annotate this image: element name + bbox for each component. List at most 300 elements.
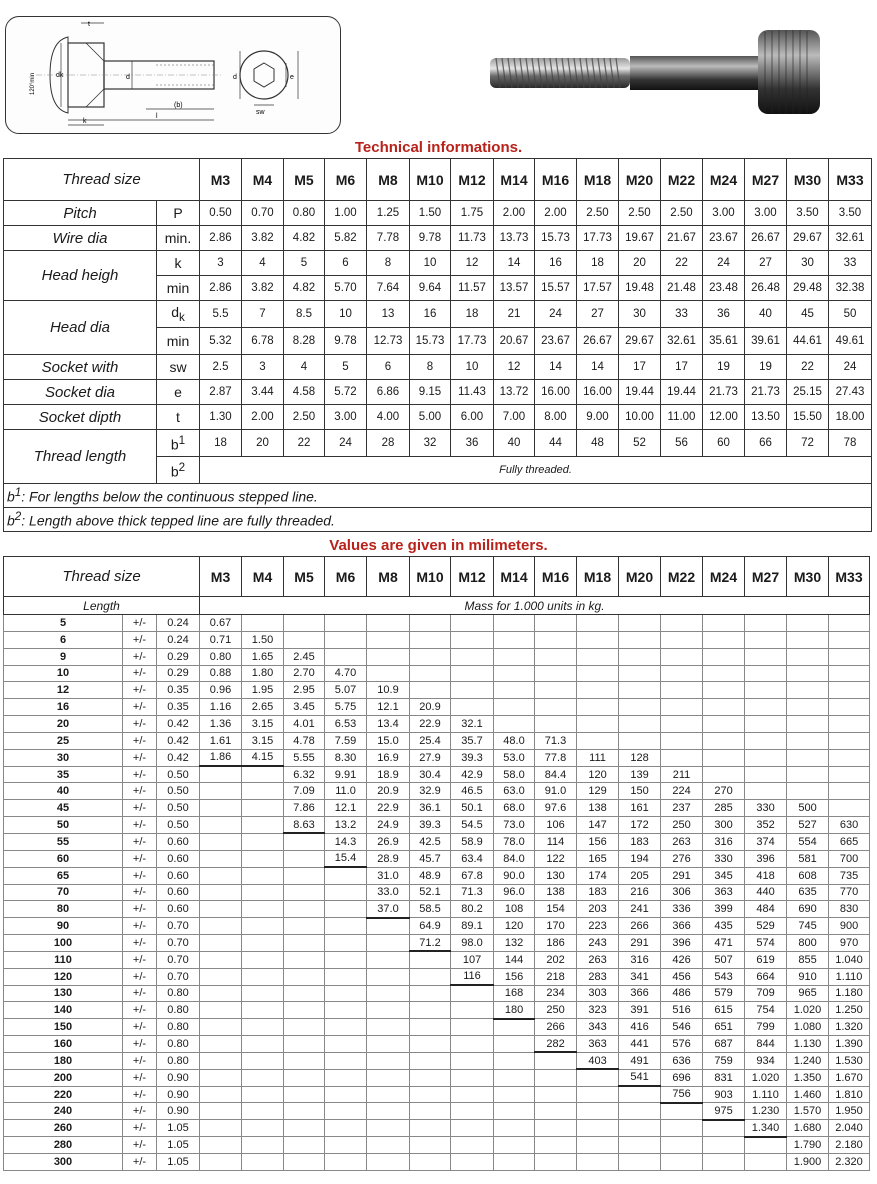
mass-value-cell: 39.3	[451, 749, 494, 766]
mass-value-cell	[284, 850, 325, 867]
mass-value-cell	[619, 732, 661, 749]
tech-value-cell: 5	[284, 251, 325, 276]
tech-value-cell: 23.48	[703, 276, 745, 301]
mass-value-cell: 1.460	[787, 1086, 829, 1103]
tech-value-cell: 9.78	[325, 328, 367, 355]
mass-value-cell: 687	[703, 1036, 745, 1053]
mass-value-cell: 306	[661, 884, 703, 901]
tolerance-cell: 0.80	[157, 1019, 200, 1036]
tech-value-cell: 16.00	[535, 380, 577, 405]
mass-value-cell: 690	[787, 901, 829, 918]
tech-value-cell: 33	[661, 301, 703, 328]
mass-value-cell: 165	[577, 850, 619, 867]
mass-value-cell: 9.91	[325, 766, 367, 783]
length-cell: 90	[4, 918, 123, 935]
mass-row	[4, 631, 870, 648]
tech-value-cell: 22	[787, 355, 829, 380]
mass-value-cell	[787, 732, 829, 749]
mass-value-cell	[284, 1069, 325, 1086]
technical-info-title: Technical informations.	[354, 139, 523, 156]
mass-value-cell	[661, 1137, 703, 1154]
mass-value-cell	[367, 631, 410, 648]
plus-minus-cell: +/-	[123, 783, 157, 800]
mass-value-cell: 830	[829, 901, 870, 918]
tech-row-label: Head heigh	[4, 251, 157, 301]
tech-value-cell: 18.00	[829, 405, 872, 430]
mass-value-cell: 45.7	[410, 850, 451, 867]
mass-value-cell: 507	[703, 951, 745, 968]
mass-value-cell	[787, 766, 829, 783]
mass-value-cell: 58.5	[410, 901, 451, 918]
plus-minus-cell: +/-	[123, 1036, 157, 1053]
mass-value-cell	[410, 1002, 451, 1019]
mass-value-cell: 330	[745, 800, 787, 817]
size-header: M10	[410, 159, 451, 201]
mass-value-cell: 78.0	[494, 833, 535, 850]
mass-row	[4, 1069, 870, 1086]
mass-value-cell	[661, 1103, 703, 1120]
plus-minus-cell: +/-	[123, 699, 157, 716]
tech-row	[4, 430, 872, 457]
mass-value-cell	[535, 716, 577, 733]
mass-value-cell	[494, 1103, 535, 1120]
mass-value-cell	[367, 1086, 410, 1103]
mass-value-cell	[200, 1052, 242, 1069]
mass-value-cell: 345	[703, 867, 745, 884]
mass-value-cell: 11.0	[325, 783, 367, 800]
mass-value-cell	[325, 1137, 367, 1154]
mass-size-header: M33	[829, 557, 870, 597]
mass-value-cell: 0.88	[200, 665, 242, 682]
mass-value-cell: 129	[577, 783, 619, 800]
mass-value-cell: 709	[745, 985, 787, 1002]
mass-value-cell: 1.790	[787, 1137, 829, 1154]
mass-value-cell	[829, 699, 870, 716]
mass-value-cell: 27.9	[410, 749, 451, 766]
mass-value-cell: 759	[703, 1052, 745, 1069]
length-cell: 80	[4, 901, 123, 918]
mass-value-cell	[745, 699, 787, 716]
mass-value-cell: 24.9	[367, 817, 410, 834]
plus-minus-cell: +/-	[123, 1019, 157, 1036]
tech-row-symbol: e	[157, 380, 200, 405]
mass-value-cell	[410, 1052, 451, 1069]
tech-row-symbol: min	[157, 328, 200, 355]
tolerance-cell: 0.50	[157, 783, 200, 800]
mass-value-cell	[703, 615, 745, 632]
mass-value-cell	[577, 1154, 619, 1171]
tolerance-cell: 0.70	[157, 918, 200, 935]
mass-value-cell	[451, 1036, 494, 1053]
size-header: M6	[325, 159, 367, 201]
tolerance-cell: 0.70	[157, 968, 200, 985]
mass-value-cell	[242, 1002, 284, 1019]
tolerance-cell: 0.42	[157, 749, 200, 766]
mass-value-cell: 144	[494, 951, 535, 968]
mass-value-cell	[703, 749, 745, 766]
mass-value-cell: 1.50	[242, 631, 284, 648]
mass-value-cell	[703, 699, 745, 716]
mass-value-cell: 30.4	[410, 766, 451, 783]
mass-value-cell: 426	[661, 951, 703, 968]
mass-value-cell: 211	[661, 766, 703, 783]
mass-value-cell	[242, 766, 284, 783]
plus-minus-cell: +/-	[123, 1086, 157, 1103]
mass-value-cell: 89.1	[451, 918, 494, 935]
mass-value-cell: 80.2	[451, 901, 494, 918]
mass-value-cell: 341	[619, 968, 661, 985]
mass-value-cell	[410, 1154, 451, 1171]
length-cell: 160	[4, 1036, 123, 1053]
mass-value-cell	[577, 699, 619, 716]
mass-value-cell: 1.020	[745, 1069, 787, 1086]
mass-value-cell: 615	[703, 1002, 745, 1019]
mass-value-cell	[494, 1052, 535, 1069]
mass-value-cell	[829, 716, 870, 733]
tech-value-cell: 9.78	[410, 226, 451, 251]
mass-value-cell	[200, 1154, 242, 1171]
length-cell: 240	[4, 1103, 123, 1120]
length-cell: 30	[4, 749, 123, 766]
mass-value-cell: 403	[577, 1052, 619, 1069]
mass-value-cell	[410, 615, 451, 632]
mass-value-cell: 910	[787, 968, 829, 985]
mass-size-header: M30	[787, 557, 829, 597]
length-cell: 260	[4, 1120, 123, 1137]
tech-value-cell: 10	[451, 355, 494, 380]
mass-value-cell: 3.15	[242, 732, 284, 749]
mass-value-cell: 84.4	[535, 766, 577, 783]
mass-value-cell: 263	[661, 833, 703, 850]
mass-size-header: M18	[577, 557, 619, 597]
mass-value-cell: 132	[494, 935, 535, 952]
mass-row	[4, 1052, 870, 1069]
tech-value-cell: 24	[829, 355, 872, 380]
mass-value-cell	[200, 817, 242, 834]
length-cell: 60	[4, 850, 123, 867]
mass-value-cell	[200, 985, 242, 1002]
mass-value-cell: 574	[745, 935, 787, 952]
mass-value-cell	[787, 648, 829, 665]
mass-value-cell: 2.65	[242, 699, 284, 716]
mass-value-cell: 120	[577, 766, 619, 783]
mass-value-cell: 114	[535, 833, 577, 850]
tech-value-cell: 24	[703, 251, 745, 276]
mass-row	[4, 1002, 870, 1019]
mass-value-cell	[745, 1137, 787, 1154]
mass-row	[4, 935, 870, 952]
label-t: t	[88, 21, 90, 28]
mass-value-cell: 138	[535, 884, 577, 901]
length-cell: 10	[4, 665, 123, 682]
tech-row	[4, 405, 872, 430]
mass-value-cell	[284, 1002, 325, 1019]
mass-value-cell: 665	[829, 833, 870, 850]
tech-value-cell: 78	[829, 430, 872, 457]
mass-value-cell	[577, 1069, 619, 1086]
mass-value-cell: 33.0	[367, 884, 410, 901]
mass-value-cell: 282	[535, 1036, 577, 1053]
mass-value-cell	[494, 1069, 535, 1086]
mass-value-cell	[451, 1120, 494, 1137]
mass-value-cell: 316	[703, 833, 745, 850]
footnote-symbol: b	[7, 512, 15, 529]
mass-value-cell: 7.59	[325, 732, 367, 749]
tech-value-cell: 0.80	[284, 201, 325, 226]
mass-value-cell: 1.900	[787, 1154, 829, 1171]
mass-value-cell	[494, 648, 535, 665]
tech-value-cell: 8.00	[535, 405, 577, 430]
mass-value-cell: 529	[745, 918, 787, 935]
plus-minus-cell: +/-	[123, 1103, 157, 1120]
mass-value-cell	[200, 1036, 242, 1053]
tech-value-cell: 13.72	[494, 380, 535, 405]
mass-row	[4, 800, 870, 817]
mass-value-cell	[410, 1103, 451, 1120]
tech-value-cell: 12.73	[367, 328, 410, 355]
mass-value-cell: 8.30	[325, 749, 367, 766]
plus-minus-cell: +/-	[123, 817, 157, 834]
mass-value-cell	[410, 1036, 451, 1053]
mass-value-cell	[410, 985, 451, 1002]
tech-value-cell: 2.5	[200, 355, 242, 380]
mass-value-cell	[577, 716, 619, 733]
mass-value-cell	[325, 968, 367, 985]
mass-value-cell	[367, 935, 410, 952]
tech-value-cell: 3.00	[745, 201, 787, 226]
mass-value-cell	[535, 1052, 577, 1069]
mass-value-cell: 46.5	[451, 783, 494, 800]
mass-value-cell	[829, 665, 870, 682]
tech-value-cell: 2.50	[619, 201, 661, 226]
mass-value-cell: 4.15	[242, 749, 284, 766]
mass-value-cell	[200, 833, 242, 850]
mass-value-cell	[367, 1036, 410, 1053]
tech-value-cell: 3.82	[242, 226, 284, 251]
tech-row-symbol: k	[157, 251, 200, 276]
mass-value-cell: 250	[535, 1002, 577, 1019]
mass-value-cell	[410, 968, 451, 985]
mass-value-cell	[619, 1103, 661, 1120]
mass-value-cell: 108	[494, 901, 535, 918]
mass-value-cell: 216	[619, 884, 661, 901]
mass-value-cell: 416	[619, 1019, 661, 1036]
mass-value-cell	[367, 1069, 410, 1086]
mass-size-header: M20	[619, 557, 661, 597]
mass-value-cell: 0.80	[200, 648, 242, 665]
tech-value-cell: 27	[577, 301, 619, 328]
mass-value-cell	[451, 1069, 494, 1086]
tech-value-cell: 18	[200, 430, 242, 457]
mass-value-cell	[242, 1086, 284, 1103]
plus-minus-cell: +/-	[123, 631, 157, 648]
mass-value-cell: 234	[535, 985, 577, 1002]
tech-value-cell: 21.48	[661, 276, 703, 301]
mass-row	[4, 867, 870, 884]
mass-value-cell	[325, 951, 367, 968]
mass-value-cell: 22.9	[367, 800, 410, 817]
mass-value-cell	[284, 631, 325, 648]
tech-value-cell: 1.50	[410, 201, 451, 226]
tech-value-cell: 32.38	[829, 276, 872, 301]
tech-value-cell: 35.61	[703, 328, 745, 355]
mass-value-cell: 266	[535, 1019, 577, 1036]
mass-value-cell	[577, 732, 619, 749]
mass-value-cell: 700	[829, 850, 870, 867]
tech-value-cell: 19	[703, 355, 745, 380]
tech-value-cell: 11.00	[661, 405, 703, 430]
mass-value-cell	[661, 648, 703, 665]
tech-row-label: Pitch	[4, 201, 157, 226]
mass-value-cell	[284, 918, 325, 935]
tech-value-cell: 5.00	[410, 405, 451, 430]
mass-value-cell	[494, 1154, 535, 1171]
mass-value-cell	[577, 665, 619, 682]
plus-minus-cell: +/-	[123, 665, 157, 682]
mass-row	[4, 833, 870, 850]
size-header: M4	[242, 159, 284, 201]
tech-value-cell: 5.32	[200, 328, 242, 355]
mass-value-cell	[200, 884, 242, 901]
mass-value-cell	[703, 682, 745, 699]
tech-value-cell: 15.50	[787, 405, 829, 430]
tech-value-cell: 9.64	[410, 276, 451, 301]
tech-value-cell: 10	[410, 251, 451, 276]
tech-value-cell: 19.44	[661, 380, 703, 405]
mass-value-cell	[242, 951, 284, 968]
mass-value-cell	[284, 1103, 325, 1120]
mass-value-cell: 291	[661, 867, 703, 884]
mass-value-cell: 396	[661, 935, 703, 952]
mass-value-cell: 1.16	[200, 699, 242, 716]
mass-value-cell: 6.53	[325, 716, 367, 733]
values-note-title: Values are given in milimeters.	[329, 537, 548, 554]
mass-value-cell: 68.0	[494, 800, 535, 817]
mass-value-cell	[535, 1154, 577, 1171]
mass-value-cell	[745, 749, 787, 766]
mass-value-cell: 10.9	[367, 682, 410, 699]
footnote-superscript: 1	[14, 486, 22, 500]
mass-value-cell	[494, 665, 535, 682]
length-cell: 40	[4, 783, 123, 800]
label-angle: 120°min	[30, 72, 36, 95]
mass-value-cell	[325, 1002, 367, 1019]
mass-value-cell: 1.86	[200, 749, 242, 766]
mass-value-cell	[242, 985, 284, 1002]
mass-size-header: M14	[494, 557, 535, 597]
label-d2: d	[233, 74, 237, 81]
mass-size-header: M6	[325, 557, 367, 597]
mass-value-cell: 186	[535, 935, 577, 952]
mass-value-cell	[367, 1137, 410, 1154]
mass-size-header: M16	[535, 557, 577, 597]
mass-value-cell: 183	[577, 884, 619, 901]
tech-value-cell: 12	[494, 355, 535, 380]
mass-value-cell	[242, 935, 284, 952]
mass-value-cell: 1.350	[787, 1069, 829, 1086]
mass-value-cell	[410, 682, 451, 699]
tech-value-cell: 2.00	[242, 405, 284, 430]
mass-value-cell: 2.70	[284, 665, 325, 682]
tech-value-cell: 20	[242, 430, 284, 457]
mass-value-cell: 50.1	[451, 800, 494, 817]
mass-value-cell: 366	[661, 918, 703, 935]
mass-value-cell: 7.09	[284, 783, 325, 800]
mass-value-cell	[200, 1019, 242, 1036]
mass-value-cell: 48.0	[494, 732, 535, 749]
mass-value-cell: 1.950	[829, 1103, 870, 1120]
mass-value-cell: 756	[661, 1086, 703, 1103]
mass-value-cell: 664	[745, 968, 787, 985]
mass-value-cell: 174	[577, 867, 619, 884]
mass-value-cell	[829, 682, 870, 699]
mass-value-cell: 20.9	[367, 783, 410, 800]
mass-value-cell: 471	[703, 935, 745, 952]
length-cell: 35	[4, 766, 123, 783]
tech-value-cell: 20.67	[494, 328, 535, 355]
plus-minus-cell: +/-	[123, 1052, 157, 1069]
mass-thread-size-header: Thread size	[4, 557, 200, 597]
mass-value-cell: 1.680	[787, 1120, 829, 1137]
mass-value-cell	[703, 648, 745, 665]
mass-value-cell: 37.0	[367, 901, 410, 918]
length-cell: 55	[4, 833, 123, 850]
mass-value-cell	[745, 682, 787, 699]
tolerance-cell: 0.50	[157, 766, 200, 783]
tech-value-cell: 2.86	[200, 226, 242, 251]
mass-value-cell: 5.55	[284, 749, 325, 766]
tech-row-label: Socket with	[4, 355, 157, 380]
mass-row	[4, 783, 870, 800]
mass-value-cell: 1.040	[829, 951, 870, 968]
mass-value-cell: 363	[577, 1036, 619, 1053]
plus-minus-cell: +/-	[123, 716, 157, 733]
mass-value-cell	[829, 749, 870, 766]
tech-row	[4, 301, 872, 328]
mass-value-cell	[787, 682, 829, 699]
mass-value-cell: 28.9	[367, 850, 410, 867]
length-cell: 65	[4, 867, 123, 884]
tech-value-cell: 19	[745, 355, 787, 380]
mass-value-cell	[325, 1052, 367, 1069]
mass-value-cell	[829, 766, 870, 783]
mass-value-cell	[242, 1036, 284, 1053]
symbol-base: b	[170, 436, 179, 453]
tech-value-cell: 56	[661, 430, 703, 457]
mass-value-cell: 2.180	[829, 1137, 870, 1154]
length-cell: 280	[4, 1137, 123, 1154]
label-sw: sw	[256, 109, 265, 116]
mass-value-cell	[451, 1002, 494, 1019]
mass-size-header: M5	[284, 557, 325, 597]
mass-row	[4, 850, 870, 867]
tech-note-row	[4, 508, 872, 532]
tech-value-cell: 4	[284, 355, 325, 380]
mass-row	[4, 1103, 870, 1120]
mass-value-cell: 855	[787, 951, 829, 968]
mass-value-cell	[284, 951, 325, 968]
length-cell: 70	[4, 884, 123, 901]
mass-value-cell: 48.9	[410, 867, 451, 884]
mass-value-cell: 636	[661, 1052, 703, 1069]
tech-value-cell: 30	[619, 301, 661, 328]
mass-value-cell: 42.9	[451, 766, 494, 783]
mass-value-cell: 4.78	[284, 732, 325, 749]
mass-value-cell: 619	[745, 951, 787, 968]
mass-value-cell	[745, 615, 787, 632]
tech-value-cell: 12	[451, 251, 494, 276]
tech-value-cell: 3.00	[703, 201, 745, 226]
